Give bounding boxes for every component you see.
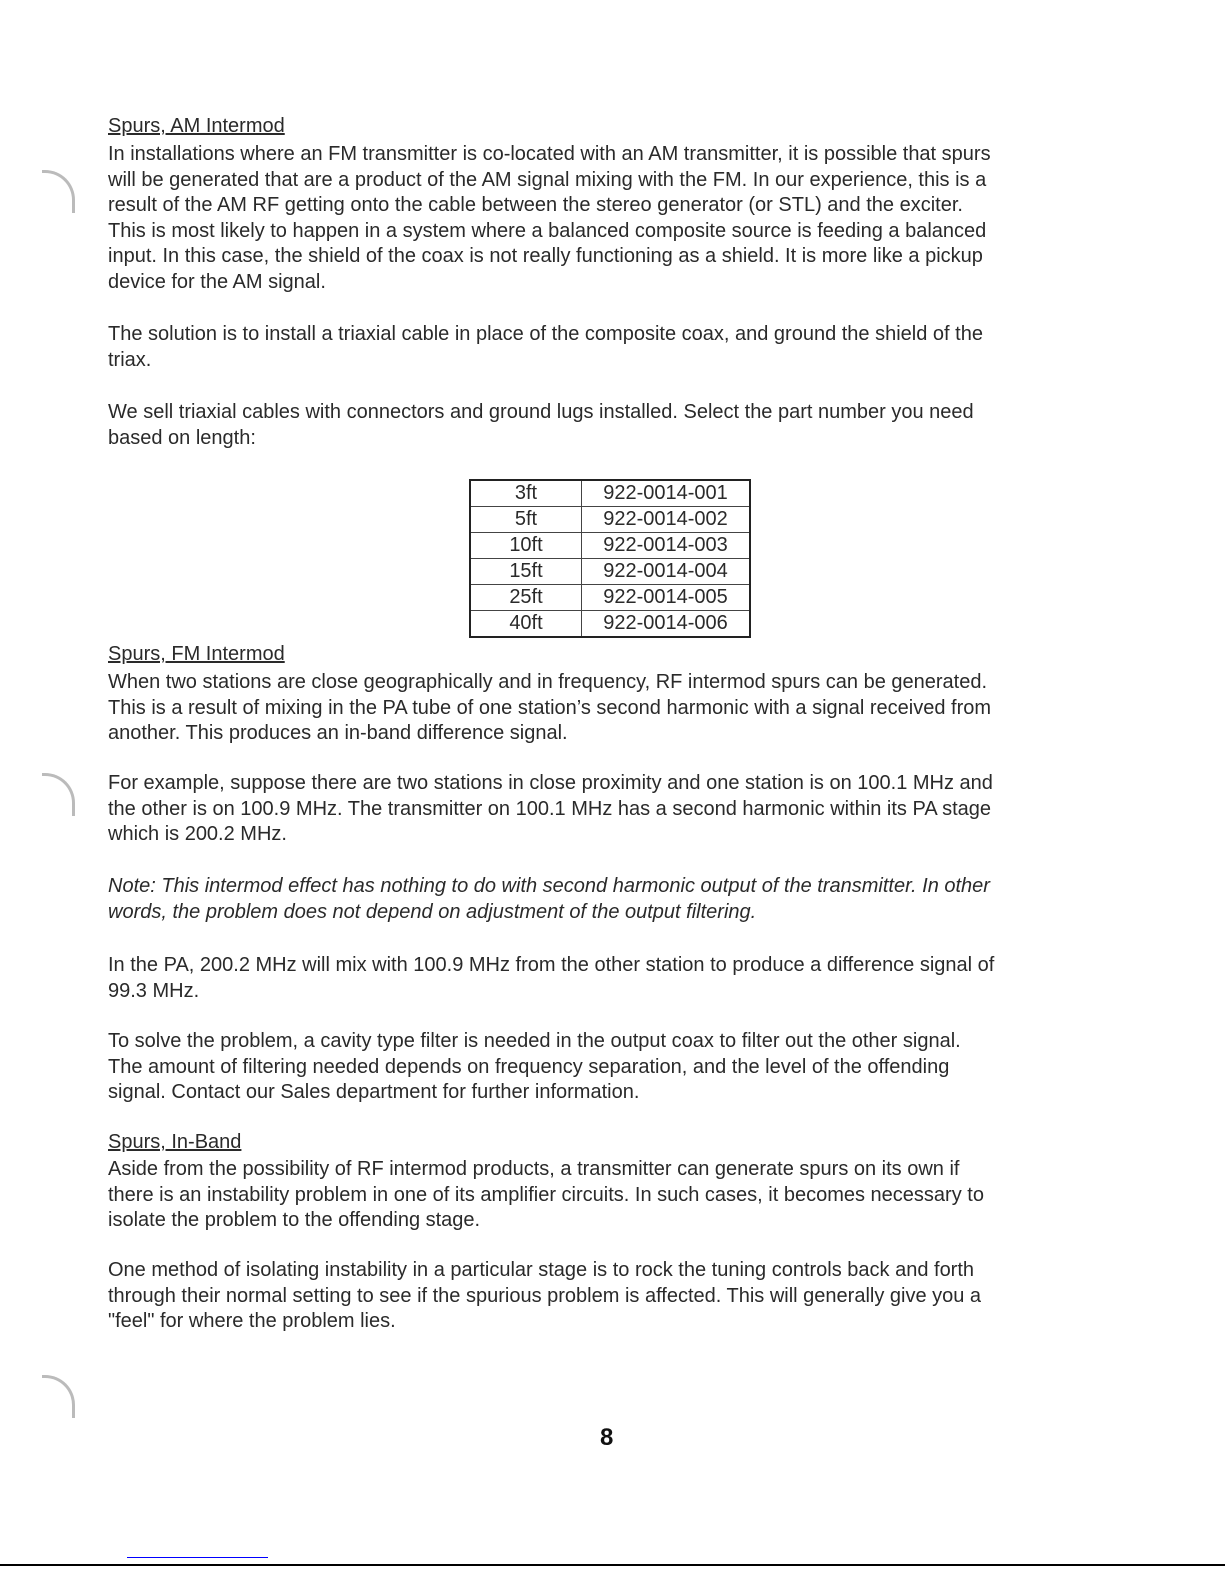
table-row [470, 559, 750, 585]
text-line: triax. [108, 348, 152, 371]
text-line: To solve the problem, a cavity type filter is needed in the output coax to filter out the other signal. [108, 1030, 961, 1052]
binder-hole-mark [42, 1375, 75, 1418]
paragraph [108, 322, 983, 373]
text-line: We sell triaxial cables with connectors and ground lugs installed. Select the part number you need [108, 401, 974, 423]
binder-hole-mark [42, 773, 75, 816]
part-number: 922-0014-004 [582, 559, 751, 585]
part-number: 922-0014-001 [582, 480, 751, 507]
note-paragraph [108, 874, 990, 925]
paragraph [108, 142, 991, 296]
part-number: 922-0014-003 [582, 533, 751, 559]
text-line: words, the problem does not depend on adjustment of the output filtering. [108, 900, 757, 923]
text-line: Aside from the possibility of RF intermod products, a transmitter can generate spurs on its own if [108, 1158, 960, 1180]
table-row [470, 611, 750, 638]
section-heading: Spurs, AM Intermod [108, 115, 285, 137]
text-line: The solution is to install a triaxial cable in place of the composite coax, and ground the shield of the [108, 323, 983, 345]
text-line: will be generated that are a product of the AM signal mixing with the FM. In our experience, this is a [108, 168, 987, 191]
text-line: In installations where an FM transmitter is co-located with an AM transmitter, it is possible that spurs [108, 143, 991, 165]
section-heading: Spurs, FM Intermod [108, 643, 285, 665]
text-line: "feel" for where the problem lies. [108, 1310, 396, 1333]
cable-length: 25ft [470, 585, 582, 611]
text-line: through their normal setting to see if the spurious problem is affected. This will generally give you a [108, 1284, 982, 1307]
text-line: the other is on 100.9 MHz. The transmitter on 100.1 MHz has a second harmonic within its PA stage [108, 797, 992, 820]
paragraph [108, 1258, 981, 1335]
paragraph [108, 953, 994, 1004]
text-line: another. This produces an in-band difference signal. [108, 722, 568, 745]
table-row [470, 480, 750, 507]
table-row [470, 533, 750, 559]
text-line: device for the AM signal. [108, 270, 326, 293]
text-line: This is most likely to happen in a system where a balanced composite source is feeding a balanced [108, 219, 987, 242]
part-number: 922-0014-006 [582, 611, 751, 638]
text-line: In the PA, 200.2 MHz will mix with 100.9 MHz from the other station to produce a difference signal of [108, 954, 995, 976]
part-number-table [469, 479, 751, 638]
text-line: The amount of filtering needed depends on frequency separation, and the level of the offending [108, 1055, 950, 1078]
text-line: result of the AM RF getting onto the cable between the stereo generator (or STL) and the exciter. [108, 194, 963, 217]
table-row [470, 585, 750, 611]
cable-length: 40ft [470, 611, 582, 638]
text-line: 99.3 MHz. [108, 979, 200, 1002]
text-line: When two stations are close geographically and in frequency, RF intermod spurs can be generated. [108, 671, 988, 693]
paragraph [108, 670, 991, 747]
text-line: This is a result of mixing in the PA tube of one station’s second harmonic with a signal received from [108, 696, 992, 719]
section-heading: Spurs, In-Band [108, 1131, 242, 1153]
text-line: Note: This intermod effect has nothing to do with second harmonic output of the transmitter. In other [108, 875, 990, 897]
text-line: input. In this case, the shield of the coax is not really functioning as a shield. It is more like a pickup [108, 245, 983, 268]
text-line: isolate the problem to the offending stage. [108, 1209, 481, 1232]
link-underline [127, 1557, 268, 1558]
page-number: 8 [600, 1424, 614, 1451]
cable-length: 5ft [470, 507, 582, 533]
text-line: based on length: [108, 426, 256, 449]
paragraph [108, 771, 993, 848]
text-line: which is 200.2 MHz. [108, 823, 287, 846]
paragraph [108, 1157, 984, 1234]
binder-hole-mark [42, 170, 75, 213]
page-border [0, 1564, 1225, 1566]
text-line: signal. Contact our Sales department for further information. [108, 1081, 640, 1104]
cable-length: 3ft [470, 480, 582, 507]
cable-length: 15ft [470, 559, 582, 585]
part-number: 922-0014-005 [582, 585, 751, 611]
table-row [470, 507, 750, 533]
part-number: 922-0014-002 [582, 507, 751, 533]
paragraph [108, 1029, 961, 1106]
cable-length: 10ft [470, 533, 582, 559]
text-line: For example, suppose there are two stations in close proximity and one station is on 100.1 MHz and [108, 772, 993, 794]
text-line: One method of isolating instability in a particular stage is to rock the tuning controls back and forth [108, 1259, 975, 1281]
text-line: there is an instability problem in one of its amplifier circuits. In such cases, it becomes necessary to [108, 1183, 984, 1206]
paragraph [108, 400, 974, 451]
